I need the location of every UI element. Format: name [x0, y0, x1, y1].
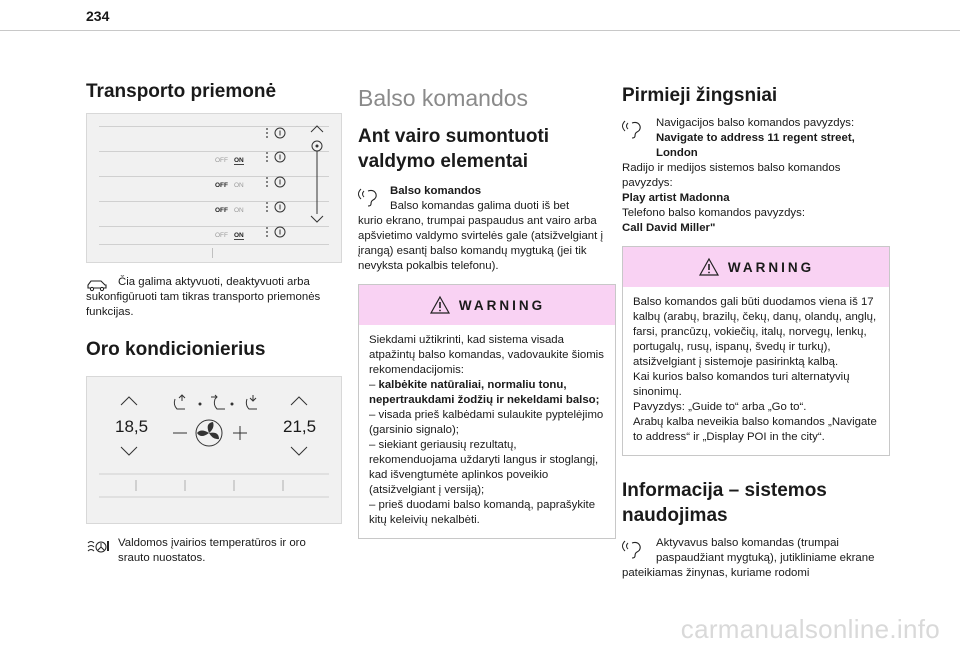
- subsection-title-steering: Ant vairo sumontuoti valdymo elementai: [358, 126, 550, 172]
- ac-screen-illustration: [86, 376, 342, 524]
- toggle-3: OFF ON: [215, 207, 244, 214]
- warning-header: [359, 285, 615, 325]
- vehicle-screen-illustration: [86, 113, 342, 263]
- warning-triangle-icon: [698, 257, 720, 277]
- scrollbar: [305, 122, 329, 226]
- section-title-first-steps: Pirmieji žingsniai: [622, 85, 778, 106]
- warning-list-item: – kalbėkite natūraliai, normaliu tonu, nepertraukdami žodžių ir nekeldami balso;: [369, 379, 600, 406]
- toggle-2: OFF ON: [215, 182, 244, 189]
- warning-list-item: – prieš duodami balso komandą, paprašykite kitų keleivių nekalbėti.: [369, 499, 596, 526]
- column-voice: [358, 80, 616, 539]
- toggle-1: OFF ON: [215, 157, 244, 164]
- ac-description: Valdomos įvairios temperatūros ir oro srauto nuostatos.: [86, 536, 340, 566]
- warning-list-item: – visada prieš kalbėdami sulaukite pyptelėjimo (garsinio signalo);: [369, 409, 604, 436]
- vehicle-description: Čia galima aktyvuoti, deaktyvuoti arba sukonfigūruoti tam tikras transporto priemonės funkcijas.: [86, 276, 321, 318]
- watermark: carmanualsonline.info: [680, 614, 940, 644]
- warning-body: Siekdami užtikrinti, kad sistema visada atpažintų balso komandas, vadovaukite šiomis rekomendacijomis: – kalbėkite natūraliai, normaliu tonu, nepertraukdami žodžių ir nekeldami balso; – visada prieš kalbėdami sulaukite pyptelėjimo (garsinio signalo); – siekiant geriausių rezultatų, rekomenduojama uždaryti langus ir stoglangį, kad išvengtumėte aplinkos poveikio (atsižvelgiant į versiją); – prieš duodami balso komandą, paprašykite kitų keleivių nekalbėti.: [369, 334, 604, 526]
- section-title-ac: Oro kondicionierius: [86, 339, 266, 360]
- info-icon: [263, 225, 293, 241]
- page-number: 234: [86, 8, 110, 24]
- section-title-voice: Balso komandos: [358, 85, 529, 111]
- warning-box-languages: [622, 246, 890, 456]
- info-icon: [263, 175, 293, 191]
- warning-title: WARNING: [727, 259, 815, 275]
- voice-command-icon: [622, 539, 648, 559]
- column-vehicle: [86, 80, 340, 566]
- column-first-steps: [622, 80, 890, 581]
- voice-command-icon: [622, 119, 648, 139]
- warning-triangle-icon: [429, 295, 451, 315]
- header-rule: [0, 30, 960, 31]
- toggle-4: OFF ON: [215, 232, 244, 239]
- warning-body: Balso komandos gali būti duodamos viena iš 17 kalbų (arabų, brazilų, čekų, danų, olandų, anglų, farsi, prancūzų, vokiečių, italų, norvegų, lenkų, portugalų, rusų, ispanų, švedų ir turkų), atsižvelgiant į sistemoje pasirinktą kalbą. Kai kurios balso komandos turi alternatyvių sinonimų. Pavyzdys: „Guide to“ arba „Go to“. Arabų kalba neveikia balso komandos „Navigate to address“ ir „Display POI in the city“.: [633, 296, 877, 443]
- temperature-fan-icon: [86, 539, 110, 555]
- warning-list-item: – siekiant geriausių rezultatų, rekomenduojama uždaryti langus ir stoglangį, kad išvengtumėte aplinkos poveikio (atsižvelgiant į versiją);: [369, 439, 599, 496]
- section-title-vehicle: Transporto priemonė: [86, 81, 277, 102]
- info-description: Aktyvavus balso komandas (trumpai paspaudžiant mygtuką), jutikliniame ekrane pateikiamas žinynas, kuriame rodomi: [622, 537, 875, 579]
- section-title-info: Informacija – sistemos naudojimas: [622, 480, 827, 526]
- car-icon: [86, 278, 108, 292]
- warning-title: WARNING: [458, 297, 546, 313]
- voice-command-icon: [358, 187, 384, 207]
- voice-examples: Navigacijos balso komandos pavyzdys: Navigate to address 11 regent street, London Radijo ir medijos sistemos balso komandos pavyzdys: Play artist Madonna Telefono balso komandos pavyzdys: Call David Miller": [622, 117, 855, 234]
- ac-controls: [87, 377, 341, 523]
- voice-commands-description: Balso komandos Balso komandas galima duoti iš bet kurio ekrano, trumpai paspaudus ant vairo arba apšvietimo valdymo svirtelės gale (atsižvelgiant į įrangą) esantį balso komandų mygtuką (jei tik nevyksta pokalbis telefonu).: [358, 185, 603, 272]
- temp-right: 21,5: [283, 417, 317, 436]
- warning-box-voice: [358, 284, 616, 539]
- info-icon: [263, 126, 293, 142]
- info-icon: [263, 200, 293, 216]
- temp-left: 18,5: [115, 417, 149, 436]
- warning-header: [623, 247, 889, 287]
- info-icon: [263, 150, 293, 166]
